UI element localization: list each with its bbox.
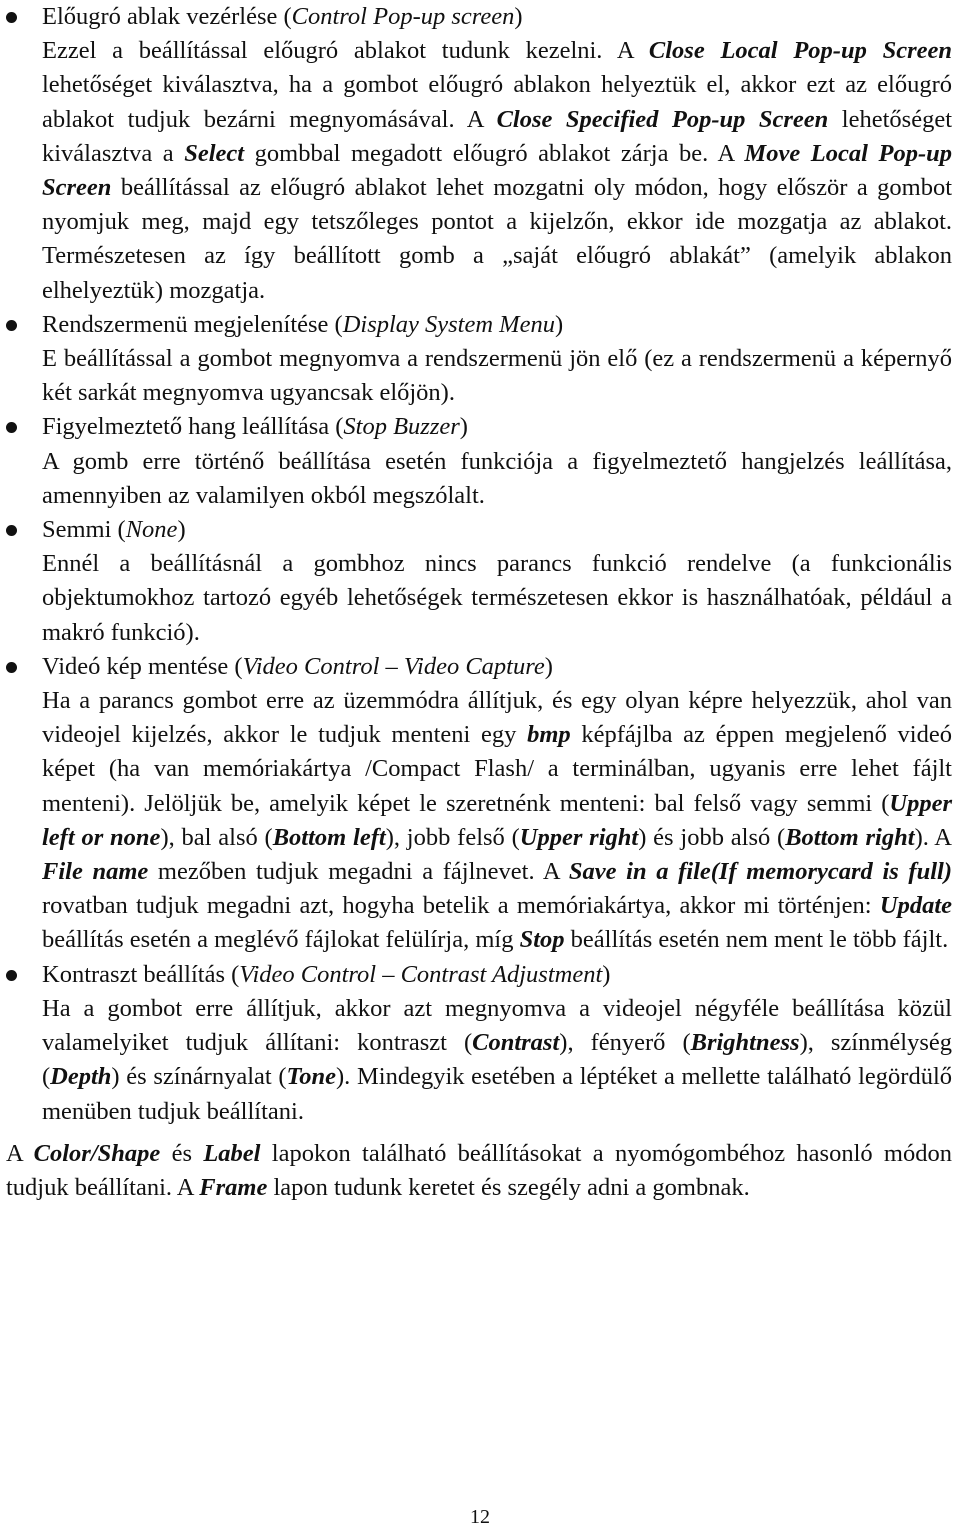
text-run: ), színmélység (: [42, 1029, 952, 1091]
item-body: [42, 445, 952, 513]
emphasized-term: Label: [203, 1140, 261, 1167]
text-run: ): [514, 3, 523, 30]
emphasized-term: Save in a file(If memorycard is full): [568, 858, 952, 886]
text-run: ): [554, 310, 564, 338]
text-run: ): [544, 652, 553, 680]
emphasized-term: None: [125, 516, 178, 544]
bullet-icon: [6, 970, 17, 981]
item-heading: [42, 958, 952, 992]
text-run: beállítással az előugró ablakot lehet mozgatni oly módon, hogy először a gombot nyomjuk meg, majd egy tetszőleges pontot a kijelzőn, ekkor ide mozgatja az ablakot. Természetesen az így beállított gomb a „saját előugró ablakát” (amelyik ablakon elhelyeztük) mozgatja.: [42, 174, 952, 304]
item-heading: [42, 308, 952, 342]
emphasized-term: bmp: [527, 721, 571, 749]
closing-paragraph: [6, 1137, 952, 1205]
text-run: Ezzel a beállítással előugró ablakot tudunk kezelni. A: [42, 37, 649, 65]
emphasized-term: Contrast: [472, 1029, 560, 1057]
text-run: képfájlba az éppen megjelenő videó képet (ha van memóriakártya /Compact Flash/ a terminálban, ugyanis erre lehet fájlt menteni). Jelöljük be, amelyik képet le szeretnénk menteni: bal felső vagy semmi (: [42, 721, 952, 817]
emphasized-term: Stop: [519, 926, 565, 954]
emphasized-term: Close Specified Pop-up Screen: [496, 105, 829, 133]
text-run: ). A: [914, 823, 952, 851]
emphasized-term: Control Pop-up screen: [291, 3, 515, 30]
emphasized-term: Select: [184, 139, 245, 167]
emphasized-term: Bottom left: [272, 823, 386, 851]
emphasized-term: Upper right: [519, 823, 639, 851]
item-heading: [42, 513, 952, 547]
item-body: [42, 684, 952, 958]
text-run: lapokon található beállításokat a nyomógombéhoz hasonló módon tudjuk beállítani. A: [6, 1140, 952, 1202]
text-run: és: [160, 1140, 204, 1167]
list-item: [0, 308, 960, 411]
text-run: ): [459, 413, 468, 441]
text-run: lehetőséget kiválasztva a: [42, 105, 953, 167]
text-run: Előugró ablak vezérlése (: [42, 3, 292, 30]
text-run: beállítás esetén nem ment le több fájlt.: [564, 926, 949, 954]
emphasized-term: Close Local Pop-up Screen: [648, 37, 952, 65]
emphasized-term: Stop Buzzer: [343, 413, 460, 441]
item-heading: [42, 410, 952, 444]
text-run: E beállítással a gombot megnyomva a rendszermenü jön elő (ez a rendszermenü a képernyő két sarkát megnyomva ugyancsak előjön).: [42, 345, 952, 407]
emphasized-term: Brightness: [690, 1029, 800, 1057]
page-number: 12: [470, 1506, 490, 1528]
text-run: gombbal megadott előugró ablakot zárja be. A: [244, 139, 745, 167]
text-run: ), jobb felső (: [385, 823, 520, 851]
text-run: A: [6, 1140, 34, 1167]
text-run: ), fényerő (: [559, 1029, 691, 1057]
text-run: Ha a parancs gombot erre az üzemmódra állítjuk, és egy olyan képre helyezzük, ahol van videojel kijelzés, akkor le tudjuk menteni egy: [42, 687, 952, 749]
bullet-icon: [6, 320, 17, 331]
item-body: [42, 547, 952, 650]
list-item: [0, 0, 960, 308]
bullet-icon: [6, 525, 17, 536]
emphasized-term: Video Control – Contrast Adjustment: [239, 960, 603, 988]
text-run: Semmi (: [42, 516, 126, 544]
bullet-icon: [6, 422, 17, 433]
bullet-icon: [6, 12, 17, 23]
text-run: rovatban tudjuk megadni azt, hogyha betelik a memóriakártya, akkor mi történjen:: [42, 892, 880, 920]
text-run: Videó kép mentése (: [42, 652, 243, 680]
text-run: lehetőséget kiválasztva, ha a gombot előugró ablakon helyeztük el, akkor ezt az előugró ablakot tudjuk bezárni megnyomásával. A: [42, 71, 952, 133]
text-run: ): [602, 960, 611, 988]
text-run: Figyelmeztető hang leállítása (: [42, 413, 344, 441]
item-body: [42, 992, 952, 1129]
text-run: Ha a gombot erre állítjuk, akkor azt megnyomva a videojel négyféle beállítása közül valamelyiket tudjuk állítani: kontraszt (: [42, 994, 952, 1057]
item-body: [42, 34, 952, 308]
emphasized-term: Video Control – Video Capture: [242, 652, 545, 680]
text-run: A gomb erre történő beállítása esetén funkciója a figyelmeztető hangjelzés leállítása, amennyiben az valamilyen okból megszólalt.: [42, 447, 952, 509]
text-run: ). Mindegyik esetében a léptéket a mellette található legördülő menüben tudjuk beállítani.: [42, 1063, 953, 1125]
text-run: mezőben tudjuk megadni a fájlnevet. A: [148, 858, 569, 886]
text-run: ): [177, 516, 186, 544]
emphasized-term: Frame: [199, 1174, 268, 1202]
emphasized-term: Move Local Pop-up Screen: [42, 139, 953, 202]
text-run: Rendszermenü megjelenítése (: [42, 310, 343, 338]
text-run: Kontraszt beállítás (: [42, 960, 240, 988]
emphasized-term: Color/Shape: [33, 1140, 161, 1167]
text-run: ) és színárnyalat (: [111, 1063, 287, 1091]
emphasized-term: Tone: [286, 1063, 337, 1091]
list-item: [0, 958, 960, 1129]
item-body: [42, 342, 952, 410]
text-run: beállítás esetén a meglévő fájlokat felülírja, míg: [42, 926, 520, 954]
emphasized-term: Update: [879, 892, 952, 920]
text-run: lapon tudunk keretet és szegély adni a gombnak.: [267, 1174, 750, 1202]
list-item: [0, 410, 960, 513]
bullet-icon: [6, 662, 17, 673]
emphasized-term: Bottom right: [785, 823, 915, 851]
list-item: [0, 650, 960, 958]
text-run: ) és jobb alsó (: [638, 823, 786, 851]
text-run: ), bal alsó (: [160, 823, 273, 851]
item-heading: [42, 650, 952, 684]
emphasized-term: Upper left or none: [42, 789, 952, 851]
text-run: Ennél a beállításnál a gombhoz nincs parancs funkció rendelve (a funkcionális objektumokhoz tartozó egyéb lehetőségek természetesen ekkor is használhatóak, például a makró funkció).: [42, 550, 952, 646]
emphasized-term: File name: [42, 858, 149, 886]
emphasized-term: Display System Menu: [342, 310, 555, 338]
emphasized-term: Depth: [50, 1063, 112, 1091]
item-heading: [42, 0, 952, 34]
list-item: [0, 513, 960, 650]
